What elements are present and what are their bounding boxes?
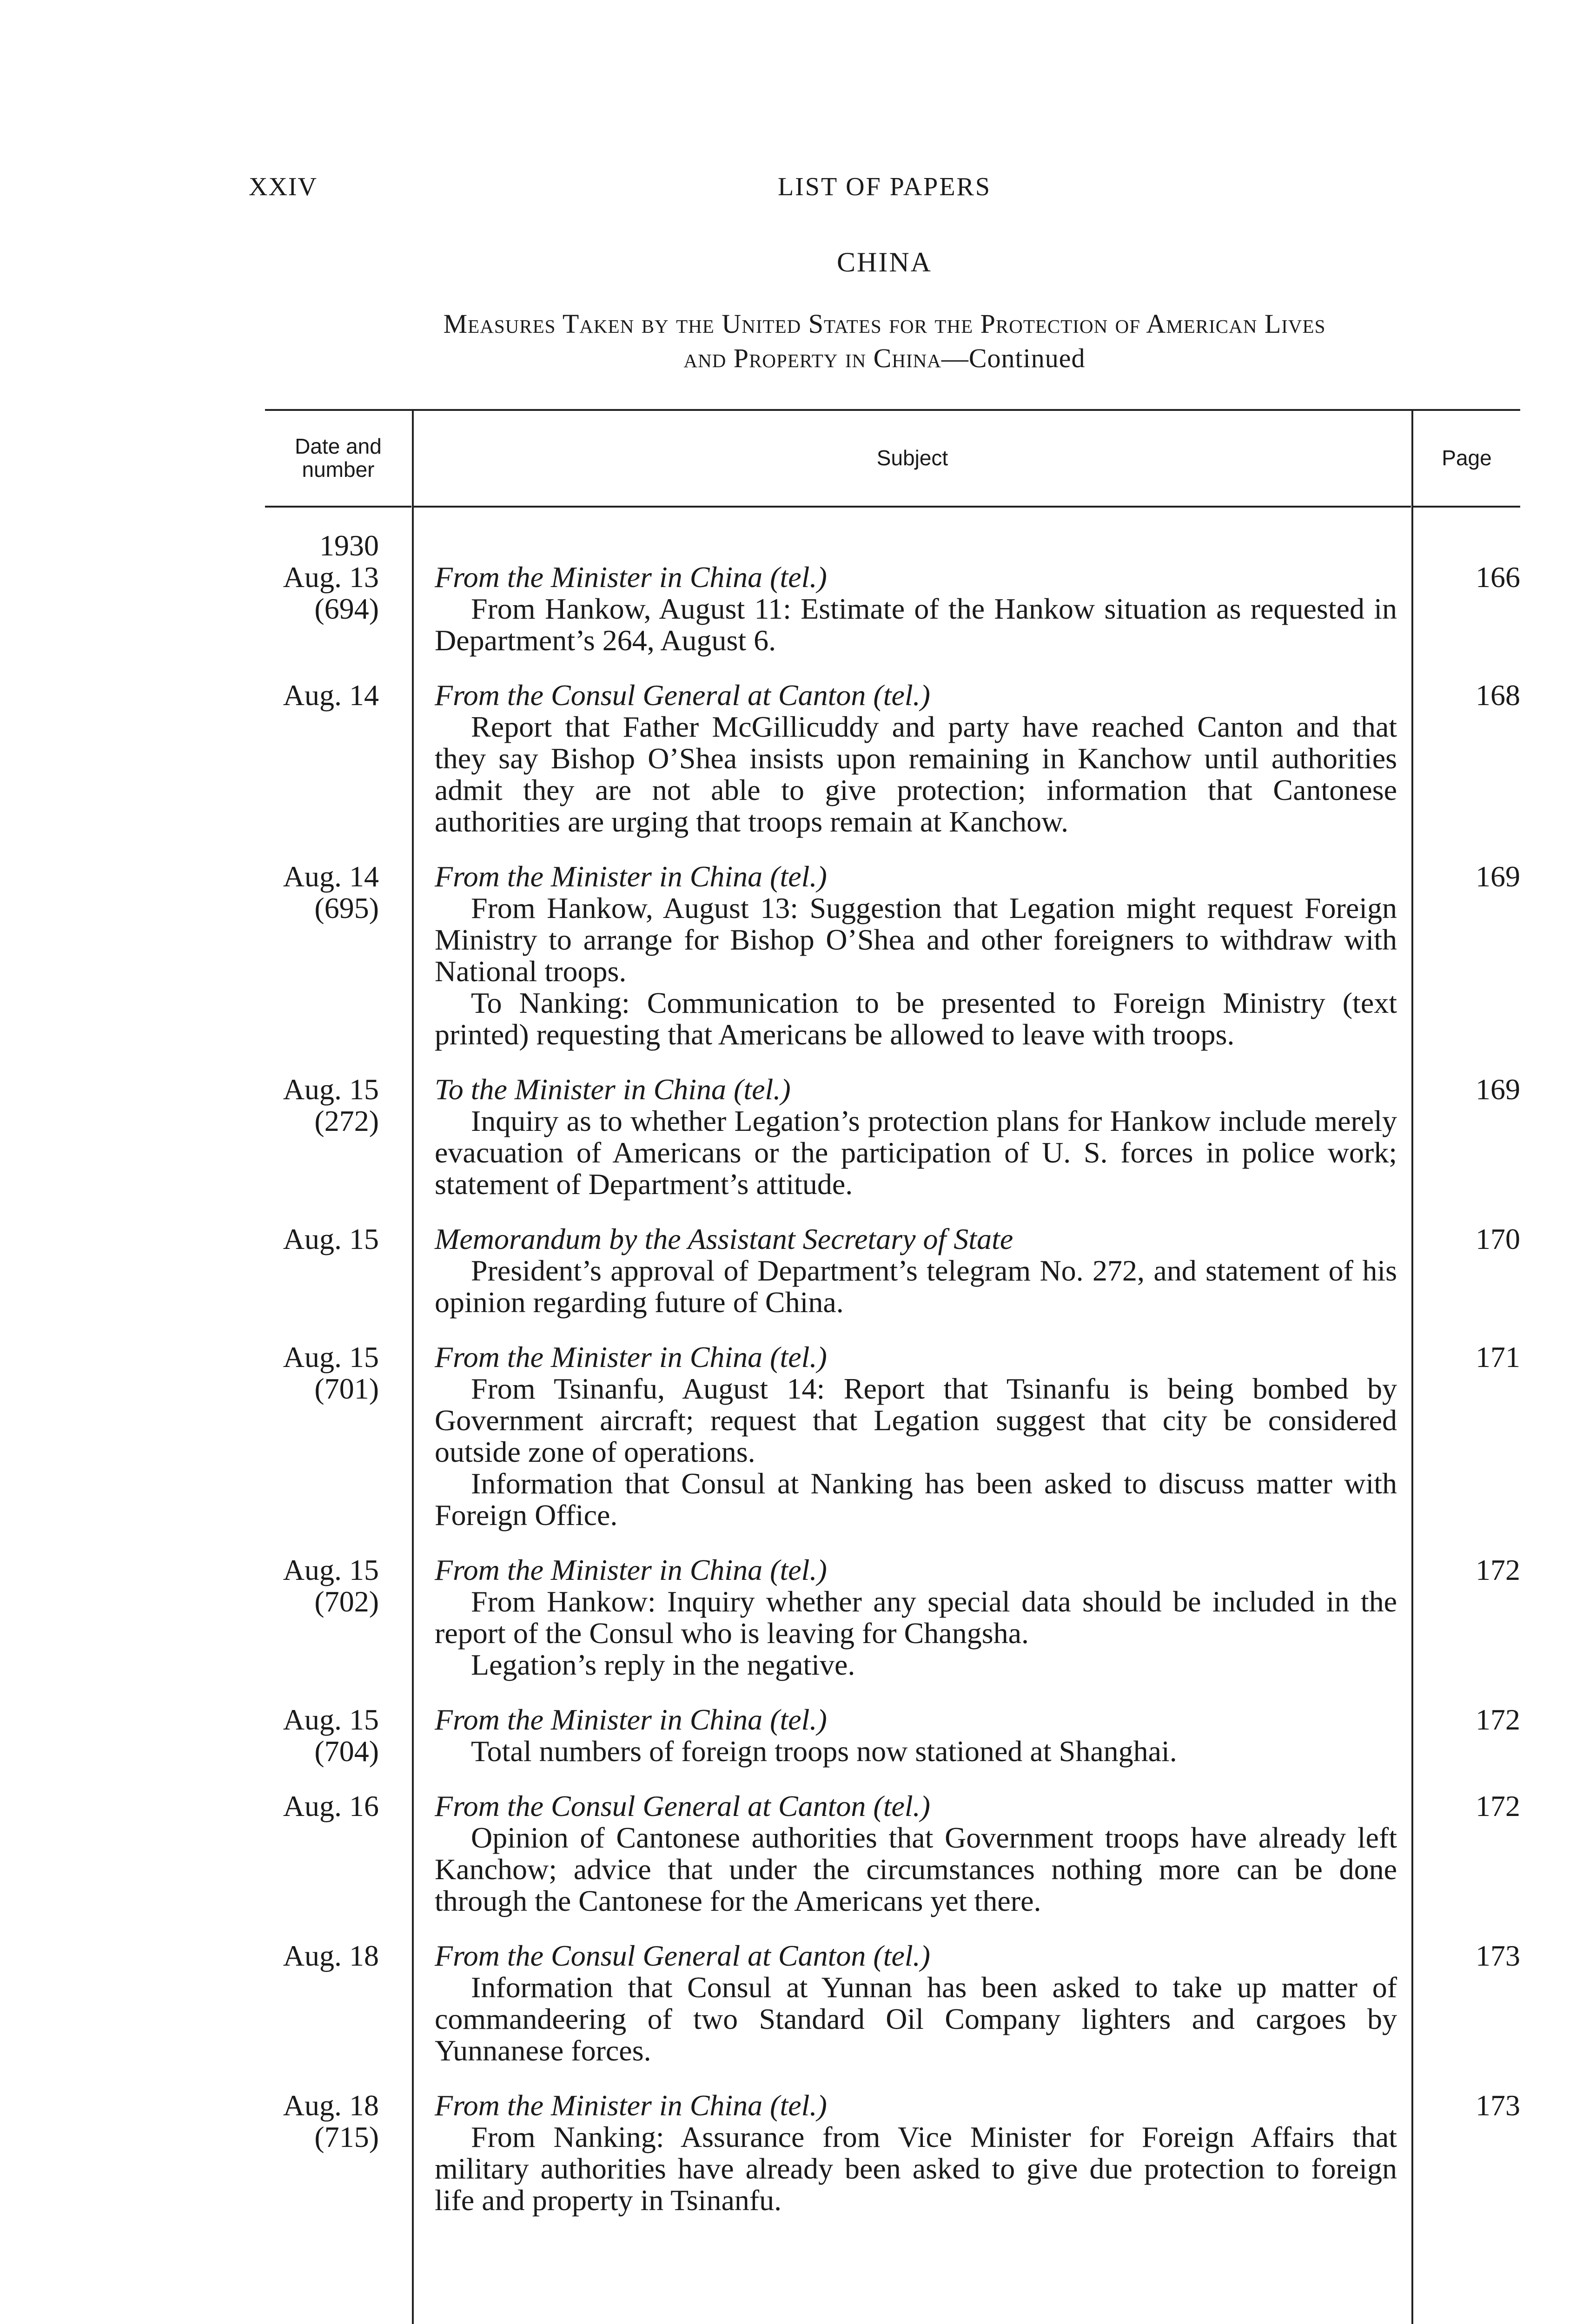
entry-page-number: 172	[1476, 1703, 1520, 1736]
entry-heading: From the Consul General at Canton (tel.)	[435, 1789, 930, 1822]
entry-paragraph: From Hankow, August 11: Estimate of the Hankow situation as requested in Department’s 264, August 6.	[435, 592, 1397, 657]
entry-number: (694)	[314, 592, 379, 625]
entry-subject	[435, 1704, 1397, 1767]
entry-list	[0, 561, 1576, 2239]
entry-subject	[435, 1074, 1397, 1200]
entry-paragraph: Report that Father McGillicuddy and party have reached Canton and that they say Bishop O’Shea insists upon remaining in Kanchow until authorities admit they are not able to give protection; information that Cantonese authorities are urging that troops remain at Kanchow.	[435, 710, 1397, 838]
entry-date: Aug. 18	[283, 1939, 379, 1972]
column-header-page: Page	[1442, 446, 1492, 470]
entry-paragraph: Inquiry as to whether Legation’s protection plans for Hankow include merely evacuation of Americans or the participation of U. S. forces in police work; statement of Department’s attitude.	[435, 1104, 1397, 1201]
entry-page-number: 169	[1476, 1073, 1520, 1106]
header-rule-subject	[414, 506, 1411, 508]
entry-heading: From the Minister in China (tel.)	[435, 860, 827, 893]
entry-heading: From the Minister in China (tel.)	[435, 1553, 827, 1586]
entry-paragraph: From Hankow: Inquiry whether any special data should be included in the report of the Consul who is leaving for Changsha.	[435, 1585, 1397, 1650]
column-header-subject: Subject	[876, 446, 948, 470]
section-title-line1: Measures Taken by the United States for the Protection of American Lives	[443, 309, 1326, 339]
header-rule-page	[1413, 506, 1520, 508]
entry-page-number: 173	[1476, 2089, 1520, 2122]
entry-number: (695)	[314, 891, 379, 924]
entry-paragraph: Information that Consul at Yunnan has been asked to take up matter of commandeering of two Standard Oil Company lighters and cargoes by Yunnanese forces.	[435, 1971, 1397, 2067]
list-item	[0, 861, 1576, 1050]
header-rule-date	[265, 506, 411, 508]
entry-heading: To the Minister in China (tel.)	[435, 1073, 791, 1106]
entry-page-number: 173	[1476, 1939, 1520, 1972]
entry-paragraph: Opinion of Cantonese authorities that Government troops have already left Kanchow; advice that under the circumstances nothing more can be done through the Cantonese for the Americans yet there.	[435, 1821, 1397, 1917]
entry-date-cell	[265, 561, 379, 625]
entry-number: (701)	[314, 1372, 379, 1405]
entry-heading: From the Consul General at Canton (tel.)	[435, 1939, 930, 1972]
entry-subject	[435, 2090, 1397, 2216]
column-header-date: Date and number	[295, 434, 382, 482]
running-title: LIST OF PAPERS	[777, 172, 992, 201]
entry-paragraph: From Tsinanfu, August 14: Report that Tsinanfu is being bombed by Government aircraft; request that Legation suggest that city be considered outside zone of operations.	[435, 1372, 1397, 1468]
entry-heading: From the Consul General at Canton (tel.)	[435, 679, 930, 712]
section-title-line2: and Property in China	[683, 343, 941, 373]
entry-heading: From the Minister in China (tel.)	[435, 2089, 827, 2122]
entry-date-cell	[265, 1790, 379, 1822]
list-item	[0, 1341, 1576, 1531]
list-item	[0, 2090, 1576, 2216]
entry-date: Aug. 15	[283, 1703, 379, 1736]
entry-date: Aug. 15	[283, 1073, 379, 1106]
entry-paragraph: Total numbers of foreign troops now stationed at Shanghai.	[471, 1735, 1177, 1768]
entry-subject	[435, 861, 1397, 1050]
entry-date-cell	[265, 1341, 379, 1405]
entry-number: (704)	[314, 1735, 379, 1768]
entry-date-cell	[265, 1554, 379, 1618]
country-heading: CHINA	[837, 247, 932, 277]
entry-number: (702)	[314, 1585, 379, 1618]
entry-heading: From the Minister in China (tel.)	[435, 561, 827, 594]
entry-subject	[435, 1554, 1397, 1681]
entry-page-number: 172	[1476, 1553, 1520, 1586]
entry-heading: Memorandum by the Assistant Secretary of State	[435, 1222, 1013, 1255]
list-item	[0, 1074, 1576, 1200]
entry-date-cell	[265, 1223, 379, 1255]
year-label: 1930	[319, 529, 379, 562]
entry-page-number: 170	[1476, 1222, 1520, 1255]
page-header	[249, 172, 1520, 214]
entry-date: Aug. 15	[283, 1553, 379, 1586]
list-item	[0, 1223, 1576, 1318]
entry-date-cell	[265, 1940, 379, 1972]
entry-page-number: 168	[1476, 679, 1520, 712]
list-item	[0, 561, 1576, 656]
entry-date: Aug. 15	[283, 1222, 379, 1255]
entry-paragraph: President’s approval of Department’s telegram No. 272, and statement of his opinion regarding future of China.	[435, 1254, 1397, 1319]
entry-subject	[435, 1341, 1397, 1531]
entry-number: (272)	[314, 1104, 379, 1137]
entry-date-cell	[265, 861, 379, 924]
entry-date: Aug. 18	[283, 2089, 379, 2122]
entry-date: Aug. 16	[283, 1789, 379, 1822]
entry-subject	[435, 680, 1397, 838]
entry-subject	[435, 561, 1397, 656]
entry-page-number: 166	[1476, 561, 1520, 594]
entry-subject	[435, 1223, 1397, 1318]
entry-date: Aug. 15	[283, 1340, 379, 1373]
list-item	[0, 1704, 1576, 1767]
list-item	[0, 1940, 1576, 2067]
section-title	[249, 307, 1520, 376]
entry-subject	[435, 1940, 1397, 2067]
list-item	[0, 680, 1576, 838]
entry-paragraph: From Hankow, August 13: Suggestion that Legation might request Foreign Ministry to arrange for Bishop O’Shea and other foreigners to withdraw with National troops.	[435, 891, 1397, 988]
entry-date-cell	[265, 1704, 379, 1767]
page-number: XXIV	[249, 172, 318, 201]
entry-number: (715)	[314, 2120, 379, 2153]
entry-subject	[435, 1790, 1397, 1917]
list-item	[0, 1790, 1576, 1917]
entry-date-cell	[265, 680, 379, 711]
entry-date: Aug. 13	[283, 561, 379, 594]
entry-date: Aug. 14	[283, 679, 379, 712]
entry-heading: From the Minister in China (tel.)	[435, 1703, 827, 1736]
entry-page-number: 169	[1476, 860, 1520, 893]
entry-paragraph: Legation’s reply in the negative.	[471, 1648, 855, 1681]
list-item	[0, 1554, 1576, 1681]
entry-paragraph: From Nanking: Assurance from Vice Minister for Foreign Affairs that military authorities have already been asked to give due protection to foreign life and property in Tsinanfu.	[435, 2120, 1397, 2217]
entry-date-cell	[265, 2090, 379, 2153]
entry-date: Aug. 14	[283, 860, 379, 893]
entry-page-number: 171	[1476, 1340, 1520, 1373]
continued-label: —Continued	[941, 343, 1086, 373]
entry-heading: From the Minister in China (tel.)	[435, 1340, 827, 1373]
entry-paragraph: Information that Consul at Nanking has been asked to discuss matter with Foreign Office.	[435, 1467, 1397, 1532]
entry-page-number: 172	[1476, 1789, 1520, 1822]
entry-date-cell	[265, 1074, 379, 1137]
entry-paragraph: To Nanking: Communication to be presented to Foreign Ministry (text printed) requesting that Americans be allowed to leave with troops.	[435, 986, 1397, 1051]
